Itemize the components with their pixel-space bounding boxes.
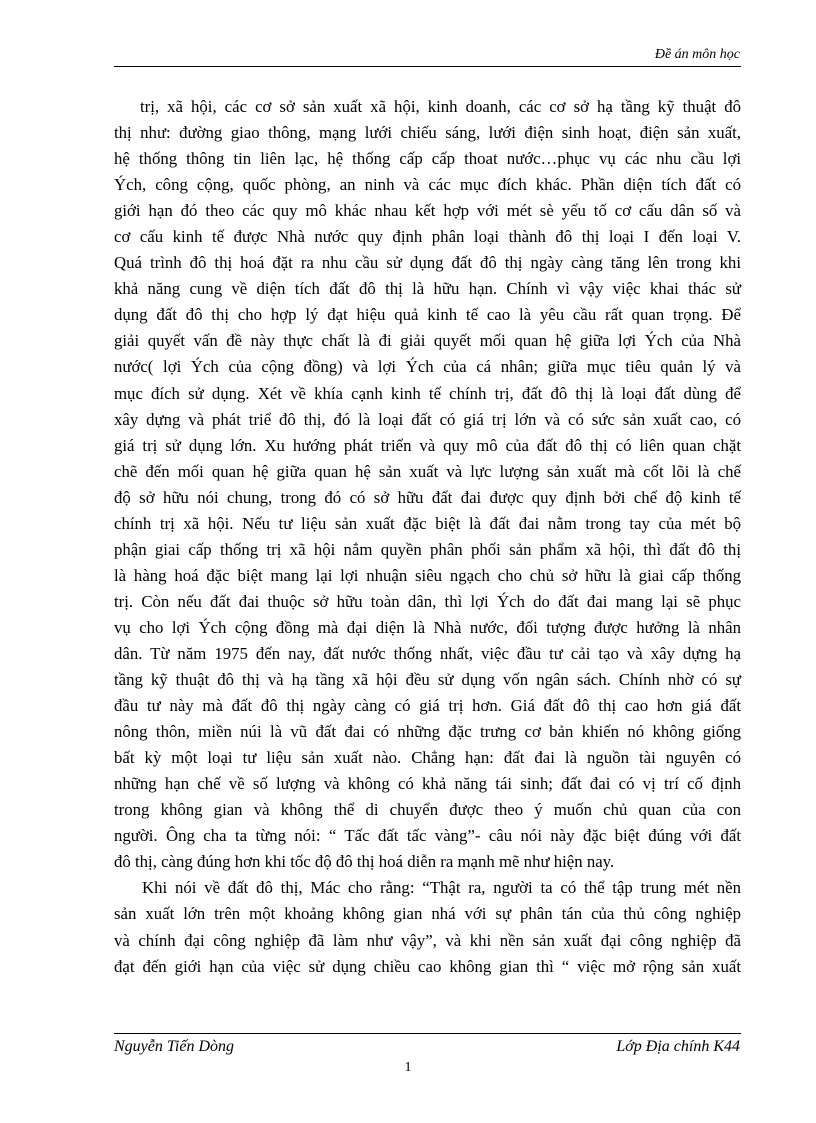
text-line: xây dựng và phát triể đô thị, đó là loại đất có giá trị lớn và có sức sản xuất cao, có: [114, 409, 741, 429]
text-line: dân. Từ năm 1975 đến nay, đất nước thống nhất, việc đầu tư cải tạo và xây dựng hạ: [114, 643, 741, 663]
text-line: đầu tư này mà đất đô thị ngày càng có giá trị hơn. Giá đất đô thị cao hơn giá đất: [114, 696, 741, 716]
text-line: vụ cho lợi Ých cộng đồng mà đại diện là Nhà nước, đối tượng được hưởng là nhân: [114, 617, 741, 637]
text-line: cơ cấu kinh tế được Nhà nước quy định phân loại thành đô thị loại I đến loại V.: [114, 227, 741, 247]
text-line: bất kỳ một loại tư liệu sản xuất nào. Chẳng hạn: đất đai là nguồn tài nguyên có: [114, 748, 741, 768]
footer-author: Nguyễn Tiến Dòng: [114, 1038, 234, 1055]
text-line: trị. Còn nếu đất đai thuộc sở hữu toàn dân, thì lợi Ých do đất đai mang lại sẽ phục: [114, 591, 741, 611]
text-line: những hạn chế về số lượng và không có khả năng tái sinh; đất đai có vị trí cố định: [114, 774, 741, 794]
text-line: giải quyết vấn đề này thực chất là đi giải quyết mối quan hệ giữa lợi Ých của Nhà: [114, 331, 741, 351]
text-line: giới hạn đó theo các quy mô khác nhau kết hợp với mét sè yếu tố cơ cấu dân số và: [114, 201, 741, 221]
text-line: phận giai cấp thống trị xã hội nắm quyền phân phối sản phẩm xã hội, thì đất đô thị: [114, 539, 741, 559]
text-line: khả năng cung về diện tích đất đô thị là hữu hạn. Chính vì vậy việc khai thác sử: [114, 279, 741, 299]
text-line: thị như: đường giao thông, mạng lưới chiếu sáng, lưới điện sinh hoạt, điện sản xuất,: [114, 123, 741, 143]
text-line: hệ thống thông tin liên lạc, hệ thống cấp cấp thoat nước…phục vụ các nhu cầu lợi: [114, 149, 741, 169]
text-line: Quá trình đô thị hoá đặt ra nhu cầu sử dụng đất đô thị ngày càng tăng lên trong khi: [114, 253, 741, 273]
text-line: là hàng hoá đặc biệt mang lại lợi nhuận siêu ngạch cho chủ sở hữu là giai cấp thống: [114, 565, 741, 585]
text-line: mục đích sử dụng. Xét về khía cạnh kinh tế chính trị, đất đô thị là loại đất dùng để: [114, 383, 741, 403]
text-line: chẽ đến mối quan hệ giữa quan hệ sản xuất và lực lượng sản xuất mà cốt lõi là chế: [114, 461, 741, 481]
body-text: [114, 94, 741, 980]
text-line: tầng kỹ thuật đô thị và hạ tầng xã hội đều sử dụng vốn ngân sách. Chính nhờ có sự: [114, 670, 741, 690]
text-line: đạt đến giới hạn của việc sử dụng chiều cao không gian thì “ việc mở rộng sản xuất: [114, 956, 741, 976]
text-line: đô thị, càng đúng hơn khi tốc độ đô thị hoá diễn ra mạnh mẽ như hiện nay.: [114, 852, 615, 872]
page-number: 1: [404, 1060, 412, 1075]
text-line: dụng đất đô thị cho hợp lý đạt hiệu quả kinh tế cao là yêu cầu rất quan trọng. Để: [114, 305, 741, 325]
text-line: nông thôn, miền núi là vũ đất đai có những đặc trưng cơ bản khiến nó không giống: [114, 722, 741, 742]
text-line: nước( lợi Ých của cộng đồng) và lợi Ých của cá nhân; giữa mục tiêu quản lý và: [114, 357, 741, 377]
text-line: giá trị sử dụng lớn. Xu hướng phát triển và quy mô của đất đô thị có liên quan chặt: [114, 435, 741, 455]
text-line: và chính đại công nghiệp đã làm như vậy”, và khi nền sản xuất đại công nghiệp đã: [114, 930, 741, 950]
footer-class: Lớp Địa chính K44: [616, 1038, 740, 1055]
text-line: sản xuất lớn trên một khoảng không gian nhá với sự phân tán của thủ công nghiệp: [114, 904, 741, 924]
footer-divider: [114, 1033, 741, 1034]
paragraph-2: [114, 875, 741, 979]
text-line: trị, xã hội, các cơ sở sản xuất xã hội, kinh doanh, các cơ sở hạ tầng kỹ thuật đô: [140, 97, 741, 116]
header-divider: [114, 66, 741, 67]
text-line: Khi nói về đất đô thị, Mác cho rằng: “Thật ra, người ta có thể tập trung mét nền: [142, 878, 741, 898]
text-line: trong không gian và không thể di chuyển được theo ý muốn chủ quan của con: [114, 800, 741, 820]
text-line: người. Ông cha ta từng nói: “ Tấc đất tấc vàng”- câu nói này đặc biệt đúng với đất: [114, 826, 741, 846]
text-line: chính trị xã hội. Nếu tư liệu sản xuất đặc biệt là đất đai nằm trong tay của mét bộ: [114, 513, 741, 533]
text-line: Ých, công cộng, quốc phòng, an ninh và các mục đích khác. Phần diện tích đất có: [114, 175, 741, 195]
header-title: Đề án môn học: [654, 47, 740, 62]
text-line: độ sở hữu nói chung, trong đó có sở hữu đất đai được quy định bởi chế độ kinh tế: [114, 487, 741, 507]
paragraph-1: [114, 94, 741, 875]
